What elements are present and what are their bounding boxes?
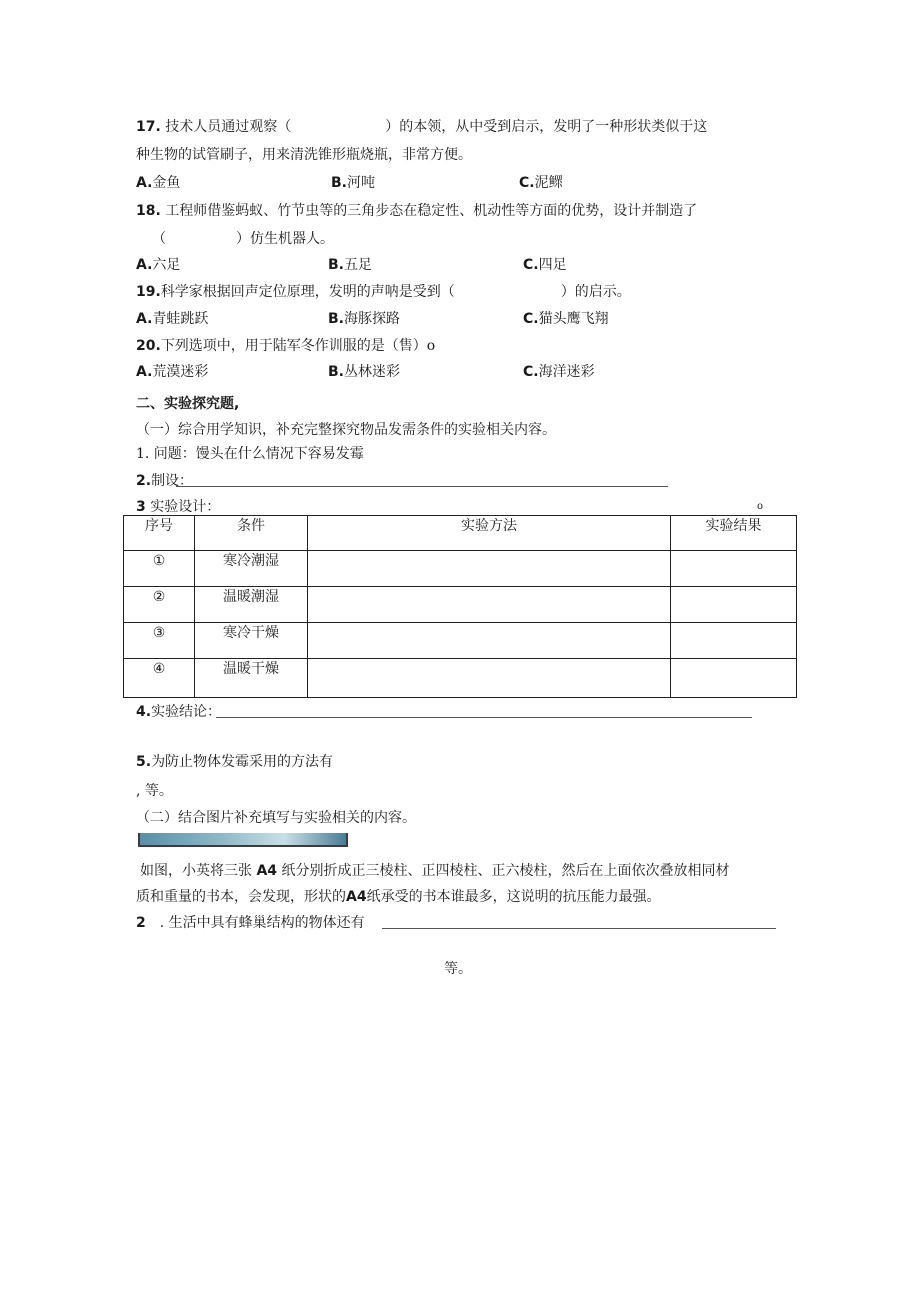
part-2-question-2-tail: 等。	[444, 961, 472, 977]
part-2-question-2: 2 . 生活中具有蜂巢结构的物体还有	[136, 915, 365, 931]
row-no: ③	[124, 623, 195, 659]
result-cell[interactable]	[671, 587, 797, 623]
method-cell[interactable]	[308, 623, 671, 659]
row-no: ④	[124, 659, 195, 698]
result-cell[interactable]	[671, 551, 797, 587]
row-condition: 寒冷潮湿	[195, 551, 308, 587]
hypothesis-answer-line[interactable]	[176, 486, 668, 487]
honeycomb-answer-line[interactable]	[382, 928, 776, 929]
option-18-c[interactable]: C.四足	[523, 257, 567, 273]
option-19-b[interactable]: B.海豚探路	[328, 311, 400, 327]
method-cell[interactable]	[308, 659, 671, 698]
question-17-line-1	[136, 117, 707, 137]
question-17-text-b: ）的本领，从中受到启示，发明了一种形状类似于这	[385, 119, 708, 135]
option-17-b[interactable]: B.河吨	[331, 175, 375, 191]
figure-image	[138, 833, 348, 847]
question-18-line-2: （ ）仿生机器人。	[152, 231, 334, 247]
row-no: ①	[124, 551, 195, 587]
table-row	[124, 623, 797, 659]
part-1-question-2: 2.制设：	[136, 473, 194, 489]
table-row	[124, 551, 797, 587]
header-result: 实验结果	[671, 516, 797, 551]
table-header-row	[124, 516, 797, 551]
part-1-question-3: 3 实验设计：	[136, 499, 221, 515]
question-19-line-1: 19.科学家根据回声定位原理，发明的声呐是受到（ ）的启示。	[136, 284, 631, 300]
option-20-a[interactable]: A.荒漠迷彩	[136, 364, 209, 380]
part-1-question-1: 1. 问题：馒头在什么情况下容易发霉	[136, 446, 364, 462]
option-18-a[interactable]: A.六足	[136, 257, 181, 273]
part-1-intro: （一）综合用学知识，补充完整探究物品发需条件的实验相关内容。	[136, 422, 556, 438]
row-condition: 寒冷干燥	[195, 623, 308, 659]
part-2-paragraph-line-1: 如图，小英将三张 A4 纸分别折成正三棱柱、正四棱柱、正六棱柱，然后在上面依次叠放相同材	[140, 863, 730, 879]
option-19-c[interactable]: C.猫头鹰飞翔	[523, 311, 609, 327]
question-18-line-1	[136, 201, 697, 221]
row-condition: 温暖干燥	[195, 659, 308, 698]
part-1-question-5-tail: , 等。	[136, 783, 173, 799]
part-2-paragraph-line-2: 质和重量的书本，会发现，形状的A4纸承受的书本谁最多，这说明的抗压能力最强。	[136, 889, 661, 905]
header-method: 实验方法	[308, 516, 671, 551]
question-17-text-a: 技术人员通过观察（	[165, 119, 292, 135]
header-condition: 条件	[195, 516, 308, 551]
conclusion-answer-line[interactable]	[216, 717, 752, 718]
question-20-line-1: 20.下列选项中，用于陆军冬作训服的是（售）o	[136, 338, 436, 354]
question-19-number: 19.	[136, 284, 161, 300]
section-2-heading: 二、实验探究题,	[136, 396, 240, 412]
option-18-b[interactable]: B.五足	[328, 257, 372, 273]
question-18-number: 18.	[136, 203, 161, 219]
stray-mark: o	[757, 501, 764, 512]
option-20-b[interactable]: B.丛林迷彩	[328, 364, 400, 380]
result-cell[interactable]	[671, 659, 797, 698]
part-2-intro: （二）结合图片补充填写与实验相关的内容。	[136, 810, 416, 826]
method-cell[interactable]	[308, 587, 671, 623]
row-condition: 温暖潮湿	[195, 587, 308, 623]
question-17-number: 17.	[136, 119, 161, 135]
option-17-c[interactable]: C.泥鳏	[519, 175, 563, 191]
question-18-text: 工程师借鉴蚂蚁、竹节虫等的三角步态在稳定性、机动性等方面的优势，设计并制造了	[165, 203, 698, 219]
result-cell[interactable]	[671, 623, 797, 659]
row-no: ②	[124, 587, 195, 623]
header-no: 序号	[124, 516, 195, 551]
table-row	[124, 659, 797, 698]
method-cell[interactable]	[308, 551, 671, 587]
question-20-number: 20.	[136, 338, 161, 354]
option-17-a[interactable]: A.金鱼	[136, 175, 181, 191]
option-20-c[interactable]: C.海洋迷彩	[523, 364, 595, 380]
table-row	[124, 587, 797, 623]
part-1-question-5: 5.为防止物体发霉采用的方法有	[136, 754, 334, 770]
part-1-question-4: 4.实验结论：	[136, 704, 222, 720]
experiment-design-table	[123, 515, 797, 698]
question-17-line-2: 种生物的试管刷子，用来清洗锥形瓶烧瓶，非常方便。	[136, 147, 472, 163]
option-19-a[interactable]: A.青蛙跳跃	[136, 311, 209, 327]
